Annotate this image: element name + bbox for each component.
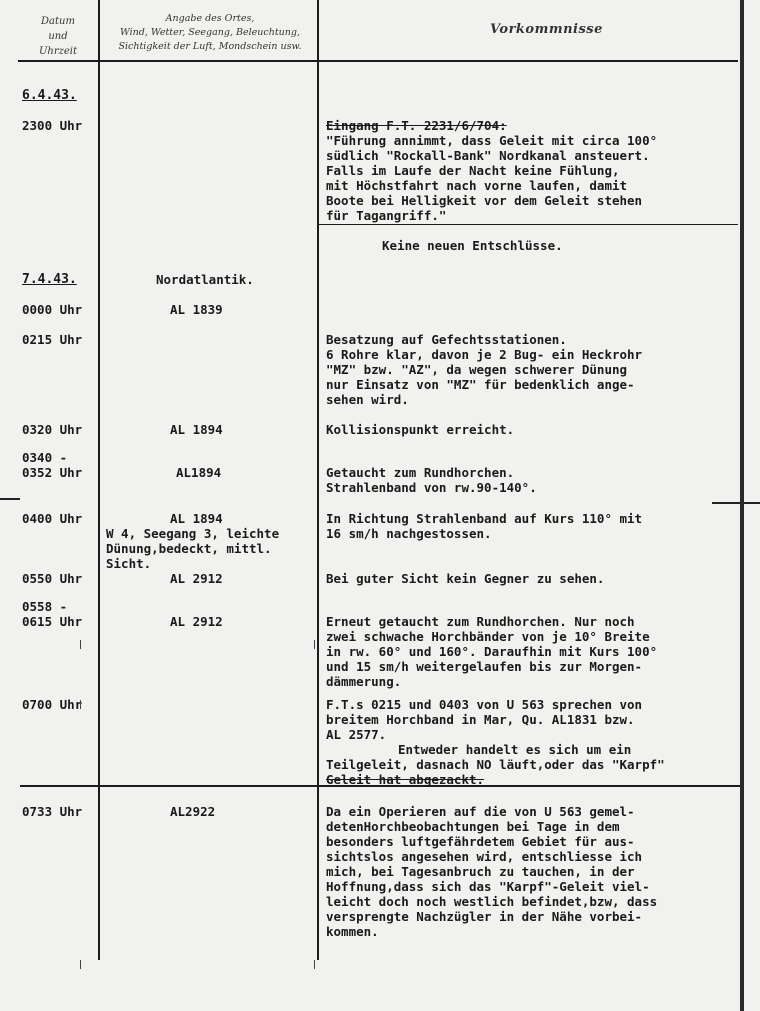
event-text: AL 2577. bbox=[326, 727, 387, 742]
header-date-label: Datum bbox=[41, 16, 75, 27]
header-events: Vorkommnisse bbox=[490, 22, 603, 37]
event-text: Teilgeleit, dasnach NO läuft,oder das "Karpf" bbox=[326, 757, 665, 772]
event-text: Erneut getaucht zum Rundhorchen. Nur noch bbox=[326, 614, 635, 629]
date-entry: 7.4.43. bbox=[22, 272, 77, 287]
time-entry: 0215 Uhr bbox=[22, 332, 83, 347]
event-text: mit Höchstfahrt nach vorne laufen, damit bbox=[326, 178, 628, 193]
time-entry: 0320 Uhr bbox=[22, 422, 83, 437]
event-text: Geleit hat abgezackt. bbox=[326, 772, 485, 787]
time-entry: 0550 Uhr bbox=[22, 571, 83, 586]
header-rule bbox=[18, 60, 738, 62]
margin-mark-right bbox=[712, 502, 760, 504]
row-rule-1 bbox=[318, 224, 738, 225]
event-text: breitem Horchband in Mar, Qu. AL1831 bzw. bbox=[326, 712, 635, 727]
event-text: Da ein Operieren auf die von U 563 gemel- bbox=[326, 804, 635, 819]
event-text: Entweder handelt es sich um ein bbox=[398, 742, 632, 757]
location-text: AL1894 bbox=[176, 465, 222, 480]
event-text: mich, bei Tagesanbruch zu tauchen, in der bbox=[326, 864, 635, 879]
event-text: dämmerung. bbox=[326, 674, 402, 689]
event-text: Besatzung auf Gefechtsstationen. bbox=[326, 332, 567, 347]
location-text: Dünung,bedeckt, mittl. bbox=[106, 541, 272, 556]
date-entry: 6.4.43. bbox=[22, 88, 77, 103]
event-text: Bei guter Sicht kein Gegner zu sehen. bbox=[326, 571, 605, 586]
tick-mark bbox=[80, 640, 84, 649]
event-text: Kollisionspunkt erreicht. bbox=[326, 422, 515, 437]
event-text: Hoffnung,dass sich das "Karpf"-Geleit viel- bbox=[326, 879, 650, 894]
event-text: sehen wird. bbox=[326, 392, 409, 407]
header-location-line3: Sichtigkeit der Luft, Mondschein usw. bbox=[118, 41, 302, 52]
event-text: für Tagangriff." bbox=[326, 208, 447, 223]
location-text: Sicht. bbox=[106, 556, 152, 571]
header-date-time bbox=[18, 14, 98, 74]
event-text: kommen. bbox=[326, 924, 379, 939]
event-text: in rw. 60° und 160°. Daraufhin mit Kurs 100° bbox=[326, 644, 658, 659]
event-text: In Richtung Strahlenband auf Kurs 110° mit bbox=[326, 511, 643, 526]
event-text: Getaucht zum Rundhorchen. bbox=[326, 465, 515, 480]
event-text: Keine neuen Entschlüsse. bbox=[382, 238, 563, 253]
event-text: sichtslos angesehen wird, entschliesse ich bbox=[326, 849, 643, 864]
event-text: "MZ" bzw. "AZ", da wegen schwerer Dünung bbox=[326, 362, 628, 377]
location-text: AL 1894 bbox=[170, 422, 223, 437]
header-time-label: Uhrzeit bbox=[38, 46, 78, 57]
tick-mark bbox=[314, 960, 318, 969]
header-location bbox=[104, 12, 316, 72]
time-entry: 2300 Uhr bbox=[22, 118, 83, 133]
location-text: AL 2912 bbox=[170, 571, 223, 586]
time-entry: 0340 - bbox=[22, 450, 68, 465]
time-entry: 0733 Uhr bbox=[22, 804, 83, 819]
event-text: Eingang F.T. 2231/6/704: bbox=[326, 118, 507, 133]
margin-mark-left bbox=[0, 498, 20, 500]
event-text: besonders luftgefährdetem Gebiet für aus- bbox=[326, 834, 635, 849]
event-text: versprengte Nachzügler in der Nähe vorbei- bbox=[326, 909, 643, 924]
time-entry: 0400 Uhr bbox=[22, 511, 83, 526]
event-text: Boote bei Helligkeit vor dem Geleit stehen bbox=[326, 193, 643, 208]
tick-mark bbox=[80, 700, 84, 709]
page-edge bbox=[740, 0, 744, 1011]
column-divider-1 bbox=[98, 0, 100, 960]
event-text: südlich "Rockall-Bank" Nordkanal ansteuert. bbox=[326, 148, 650, 163]
event-text: detenHorchbeobachtungen bei Tage in dem bbox=[326, 819, 620, 834]
time-entry: 0700 Uhr bbox=[22, 697, 83, 712]
tick-mark bbox=[314, 640, 318, 649]
location-text: AL 1839 bbox=[170, 302, 223, 317]
event-text: 16 sm/h nachgestossen. bbox=[326, 526, 492, 541]
location-text: AL 2912 bbox=[170, 614, 223, 629]
time-entry: 0615 Uhr bbox=[22, 614, 83, 629]
tick-mark bbox=[80, 960, 84, 969]
event-text: nur Einsatz von "MZ" für bedenklich ange- bbox=[326, 377, 635, 392]
event-text: 6 Rohre klar, davon je 2 Bug- ein Heckrohr bbox=[326, 347, 643, 362]
event-text: Strahlenband von rw.90-140°. bbox=[326, 480, 537, 495]
event-text: leicht doch noch westlich befindet,bzw, dass bbox=[326, 894, 658, 909]
event-text: zwei schwache Horchbänder von je 10° Breite bbox=[326, 629, 650, 644]
header-location-line1: Angabe des Ortes, bbox=[165, 13, 255, 24]
location-text: W 4, Seegang 3, leichte bbox=[106, 526, 280, 541]
event-text: "Führung annimmt, dass Geleit mit circa 100° bbox=[326, 133, 658, 148]
location-text: AL2922 bbox=[170, 804, 216, 819]
event-text: F.T.s 0215 und 0403 von U 563 sprechen von bbox=[326, 697, 643, 712]
header-and-label: und bbox=[48, 31, 68, 42]
location-text: AL 1894 bbox=[170, 511, 223, 526]
event-text: Falls im Laufe der Nacht keine Fühlung, bbox=[326, 163, 620, 178]
header-location-line2: Wind, Wetter, Seegang, Beleuchtung, bbox=[120, 27, 300, 38]
time-entry: 0000 Uhr bbox=[22, 302, 83, 317]
event-text: und 15 sm/h weitergelaufen bis zur Morgen- bbox=[326, 659, 643, 674]
location-text: Nordatlantik. bbox=[156, 272, 254, 287]
time-entry: 0558 - bbox=[22, 599, 68, 614]
time-entry: 0352 Uhr bbox=[22, 465, 83, 480]
column-divider-2 bbox=[317, 0, 319, 960]
